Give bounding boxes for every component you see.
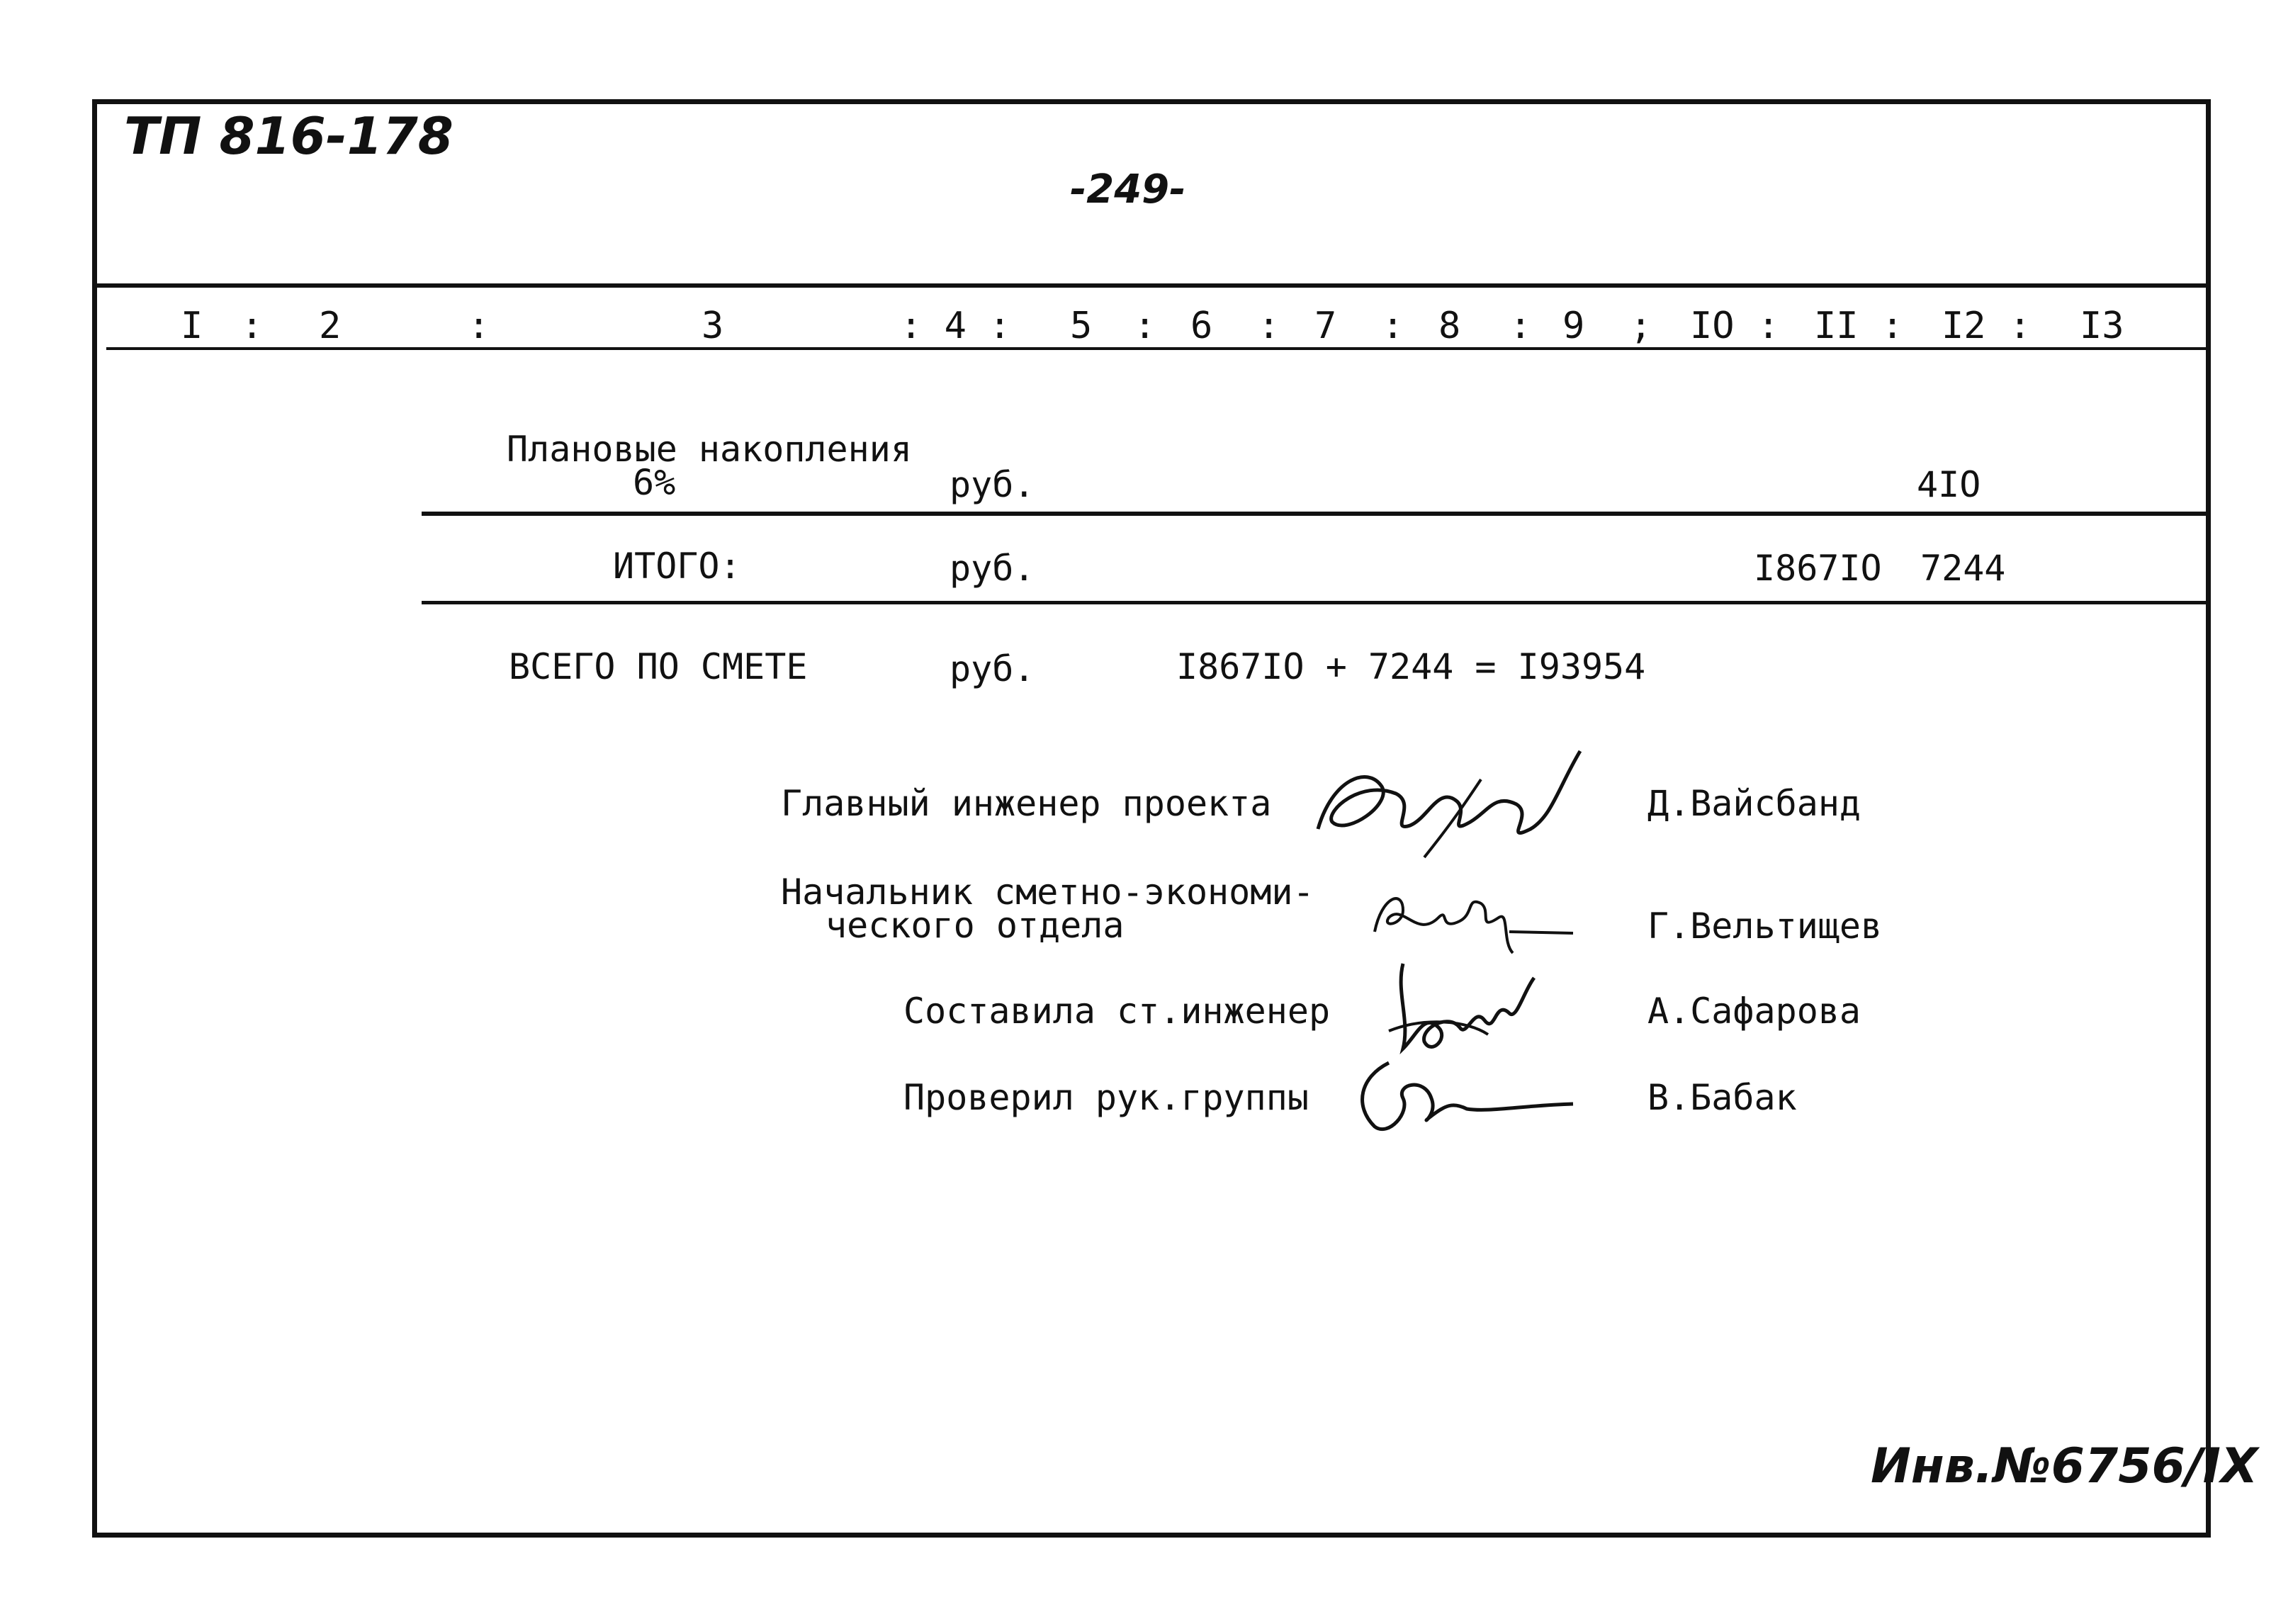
- inventory-number: Инв.№6756/IX: [1871, 1438, 2258, 1494]
- sig-name-chief-engineer: Д.Вайсбанд: [1647, 783, 1861, 824]
- sig-name-compiled: А.Сафарова: [1647, 991, 1861, 1032]
- itogo-divider: [422, 601, 2206, 604]
- itogo-col11: I867IO: [1754, 548, 1882, 589]
- column-header-17: :: [1757, 305, 1780, 347]
- column-header-9: :: [1258, 305, 1280, 347]
- itogo-label: ИТОГО:: [613, 546, 741, 587]
- column-header-13: :: [1509, 305, 1532, 347]
- header-divider: [97, 283, 2206, 288]
- planned-col12: 4IO: [1917, 464, 1981, 505]
- sig-role-compiled: Составила ст.инженер: [903, 991, 1331, 1032]
- signature-chief-engineer: [1304, 737, 1601, 864]
- column-header-21: :: [2009, 305, 2032, 347]
- column-header-16: IO: [1690, 305, 1735, 347]
- column-header-6: 5: [1070, 305, 1093, 347]
- column-header-0: I: [181, 305, 203, 347]
- column-header-3: :: [468, 305, 490, 347]
- sig-role-head-line2: ческого отдела: [826, 905, 1125, 946]
- page-number: -249-: [1070, 167, 1186, 213]
- column-header-1: :: [241, 305, 264, 347]
- column-header-2: 2: [319, 305, 342, 347]
- column-header-4: 3: [702, 305, 724, 347]
- planned-percent: 6%: [633, 462, 676, 503]
- sig-name-head: Г.Вельтищев: [1647, 906, 1883, 947]
- column-header-10: 7: [1314, 305, 1337, 347]
- sig-role-head-line1: Начальник сметно-экономи-: [781, 872, 1314, 913]
- column-header-15: ;: [1630, 305, 1652, 347]
- itogo-col12: 7244: [1920, 548, 2006, 589]
- column-header-7: :: [1134, 305, 1156, 347]
- column-header-19: :: [1881, 305, 1904, 347]
- signature-checked: [1346, 1049, 1587, 1141]
- planned-unit: руб.: [950, 464, 1035, 505]
- total-label: ВСЕГО ПО СМЕТЕ: [509, 646, 808, 687]
- itogo-unit: руб.: [950, 548, 1035, 589]
- column-header-14: 9: [1562, 305, 1585, 347]
- column-header-20: I2: [1942, 305, 1986, 347]
- column-header-18: II: [1814, 305, 1859, 347]
- planned-label: Плановые накопления: [507, 429, 912, 470]
- column-header-8: 6: [1190, 305, 1213, 347]
- column-header-12: 8: [1438, 305, 1461, 347]
- sig-name-checked: В.Бабак: [1647, 1077, 1797, 1118]
- column-header-underline: [106, 347, 2206, 350]
- column-header-5: : 4 :: [900, 305, 1011, 347]
- total-unit: руб.: [950, 648, 1035, 689]
- signature-compiled: [1382, 949, 1552, 1063]
- column-header-22: I3: [2080, 305, 2124, 347]
- sig-role-chief-engineer: Главный инженер проекта: [781, 783, 1272, 824]
- sig-role-checked: Проверил рук.группы: [903, 1077, 1309, 1118]
- document-code: ТП 816-178: [124, 106, 453, 166]
- planned-divider: [422, 512, 2206, 516]
- column-header-11: :: [1382, 305, 1404, 347]
- total-formula: I867IO + 7244 = I93954: [1176, 646, 1646, 687]
- signature-head: [1360, 875, 1587, 960]
